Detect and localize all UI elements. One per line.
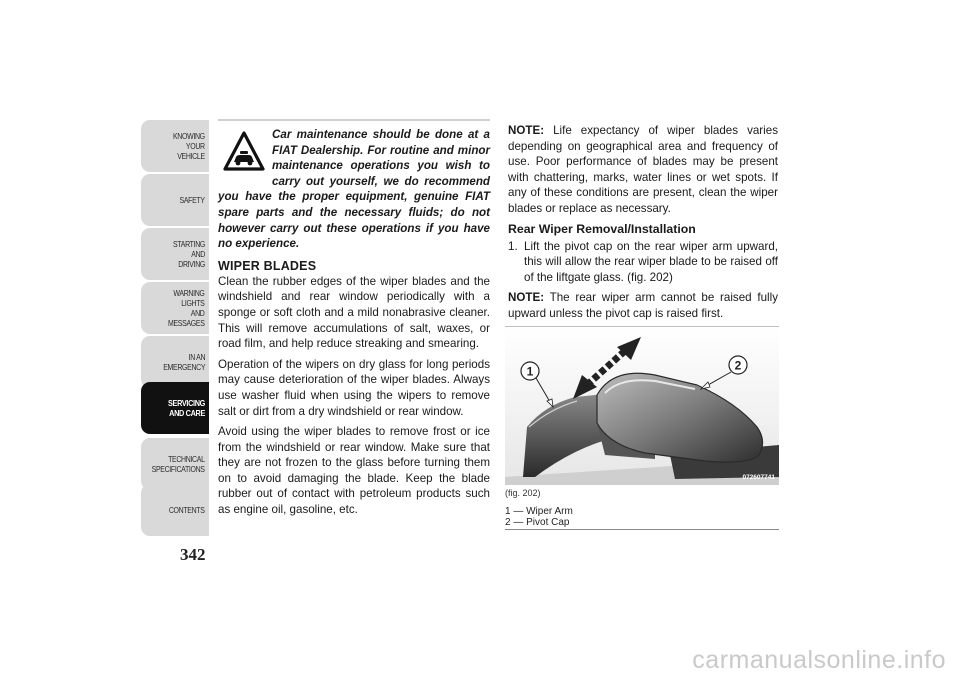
tab-safety[interactable] xyxy=(141,174,209,226)
note-text: Life expectancy of wiper blades varies depending on geographical area and frequency of use. Poor performance of blades may be present with chattering, marks, water lines or wet spots. If any of these conditions are present, clean the wiper blades or replace as necessary. xyxy=(508,124,778,215)
tab-label: WARNING LIGHTS AND MESSAGES xyxy=(168,288,205,328)
step-number: 1. xyxy=(508,239,518,253)
note-paragraph xyxy=(508,123,778,217)
tab-starting-and-driving[interactable] xyxy=(141,228,209,280)
warning-text: Car maintenance should be done at a FIAT Dealership. For routine and minor maintenance operations you wish to carry out yourself, we do recommend you have the proper equipment, genuine FIAT spare parts and the necessary fluids; do not however carry out these operations if you have no experience. xyxy=(218,128,490,251)
paragraph: Operation of the wipers on dry glass for long periods may cause deterioration of the wiper blades. Always use washer fluid when using the wipers to remove salt or dirt from a dry windshield or rear window. xyxy=(218,357,490,418)
wiper-pivot-illustration xyxy=(505,327,779,485)
figure-legend xyxy=(505,506,779,530)
note-paragraph xyxy=(508,290,778,321)
tab-knowing-your-vehicle[interactable] xyxy=(141,120,209,172)
step-item xyxy=(508,239,778,286)
tab-label: IN AN EMERGENCY xyxy=(163,352,205,372)
paragraph: Clean the rubber edges of the wiper blades and the windshield and rear window periodically with a sponge or soft cloth and a mild nonabrasive cleaner. This will remove accumulations of salt, waxes, or road film, and help reduce streaking and smearing. xyxy=(218,274,490,351)
callout-1-label: 1 xyxy=(526,364,534,379)
left-column xyxy=(218,120,490,523)
tab-in-an-emergency[interactable] xyxy=(141,336,209,388)
step-text: Lift the pivot cap on the rear wiper arm upward, this will allow the rear wiper blade to be raised off of the liftgate glass. (fig. 202) xyxy=(524,239,778,284)
right-column xyxy=(508,123,778,327)
callout-2-label: 2 xyxy=(734,358,742,373)
warning-box xyxy=(218,127,490,252)
tab-contents[interactable] xyxy=(141,484,209,536)
note-text: The rear wiper arm cannot be raised fully upward unless the pivot cap is raised first. xyxy=(508,291,778,320)
figure-caption: (fig. 202) xyxy=(505,488,541,498)
tab-label: TECHNICAL SPECIFICATIONS xyxy=(152,454,205,474)
tab-label: KNOWING YOUR VEHICLE xyxy=(173,131,205,161)
page-number: 342 xyxy=(180,545,206,564)
legend-item: 1 — Wiper Arm xyxy=(505,506,573,517)
paragraph: Avoid using the wiper blades to remove frost or ice from the windshield or rear window. Make sure that they are not frozen to the glass before turning them on to avoid damaging the blade. Keep the blade rubber out of contact with petroleum products such as engine oil, gasoline, etc. xyxy=(218,425,490,517)
watermark: carmanualsonline.info xyxy=(692,646,946,674)
note-label: NOTE: xyxy=(508,291,545,305)
tab-label: SAFETY xyxy=(179,195,205,205)
figure-202 xyxy=(505,326,779,485)
section-title: WIPER BLADES xyxy=(218,258,317,273)
note-label: NOTE: xyxy=(508,124,545,137)
subsection-title: Rear Wiper Removal/Installation xyxy=(508,221,696,236)
tab-label: CONTENTS xyxy=(169,505,205,515)
tab-servicing-and-care[interactable] xyxy=(141,382,209,434)
tab-warning-lights[interactable] xyxy=(141,282,209,334)
tab-label: STARTING AND DRIVING xyxy=(173,239,205,269)
warning-triangle-icon xyxy=(222,129,266,175)
legend-item: 2 — Pivot Cap xyxy=(505,517,570,528)
figure-code: 072607741 xyxy=(742,474,775,481)
tab-label: SERVICING AND CARE xyxy=(168,398,205,418)
tab-technical-specifications[interactable] xyxy=(141,438,209,490)
